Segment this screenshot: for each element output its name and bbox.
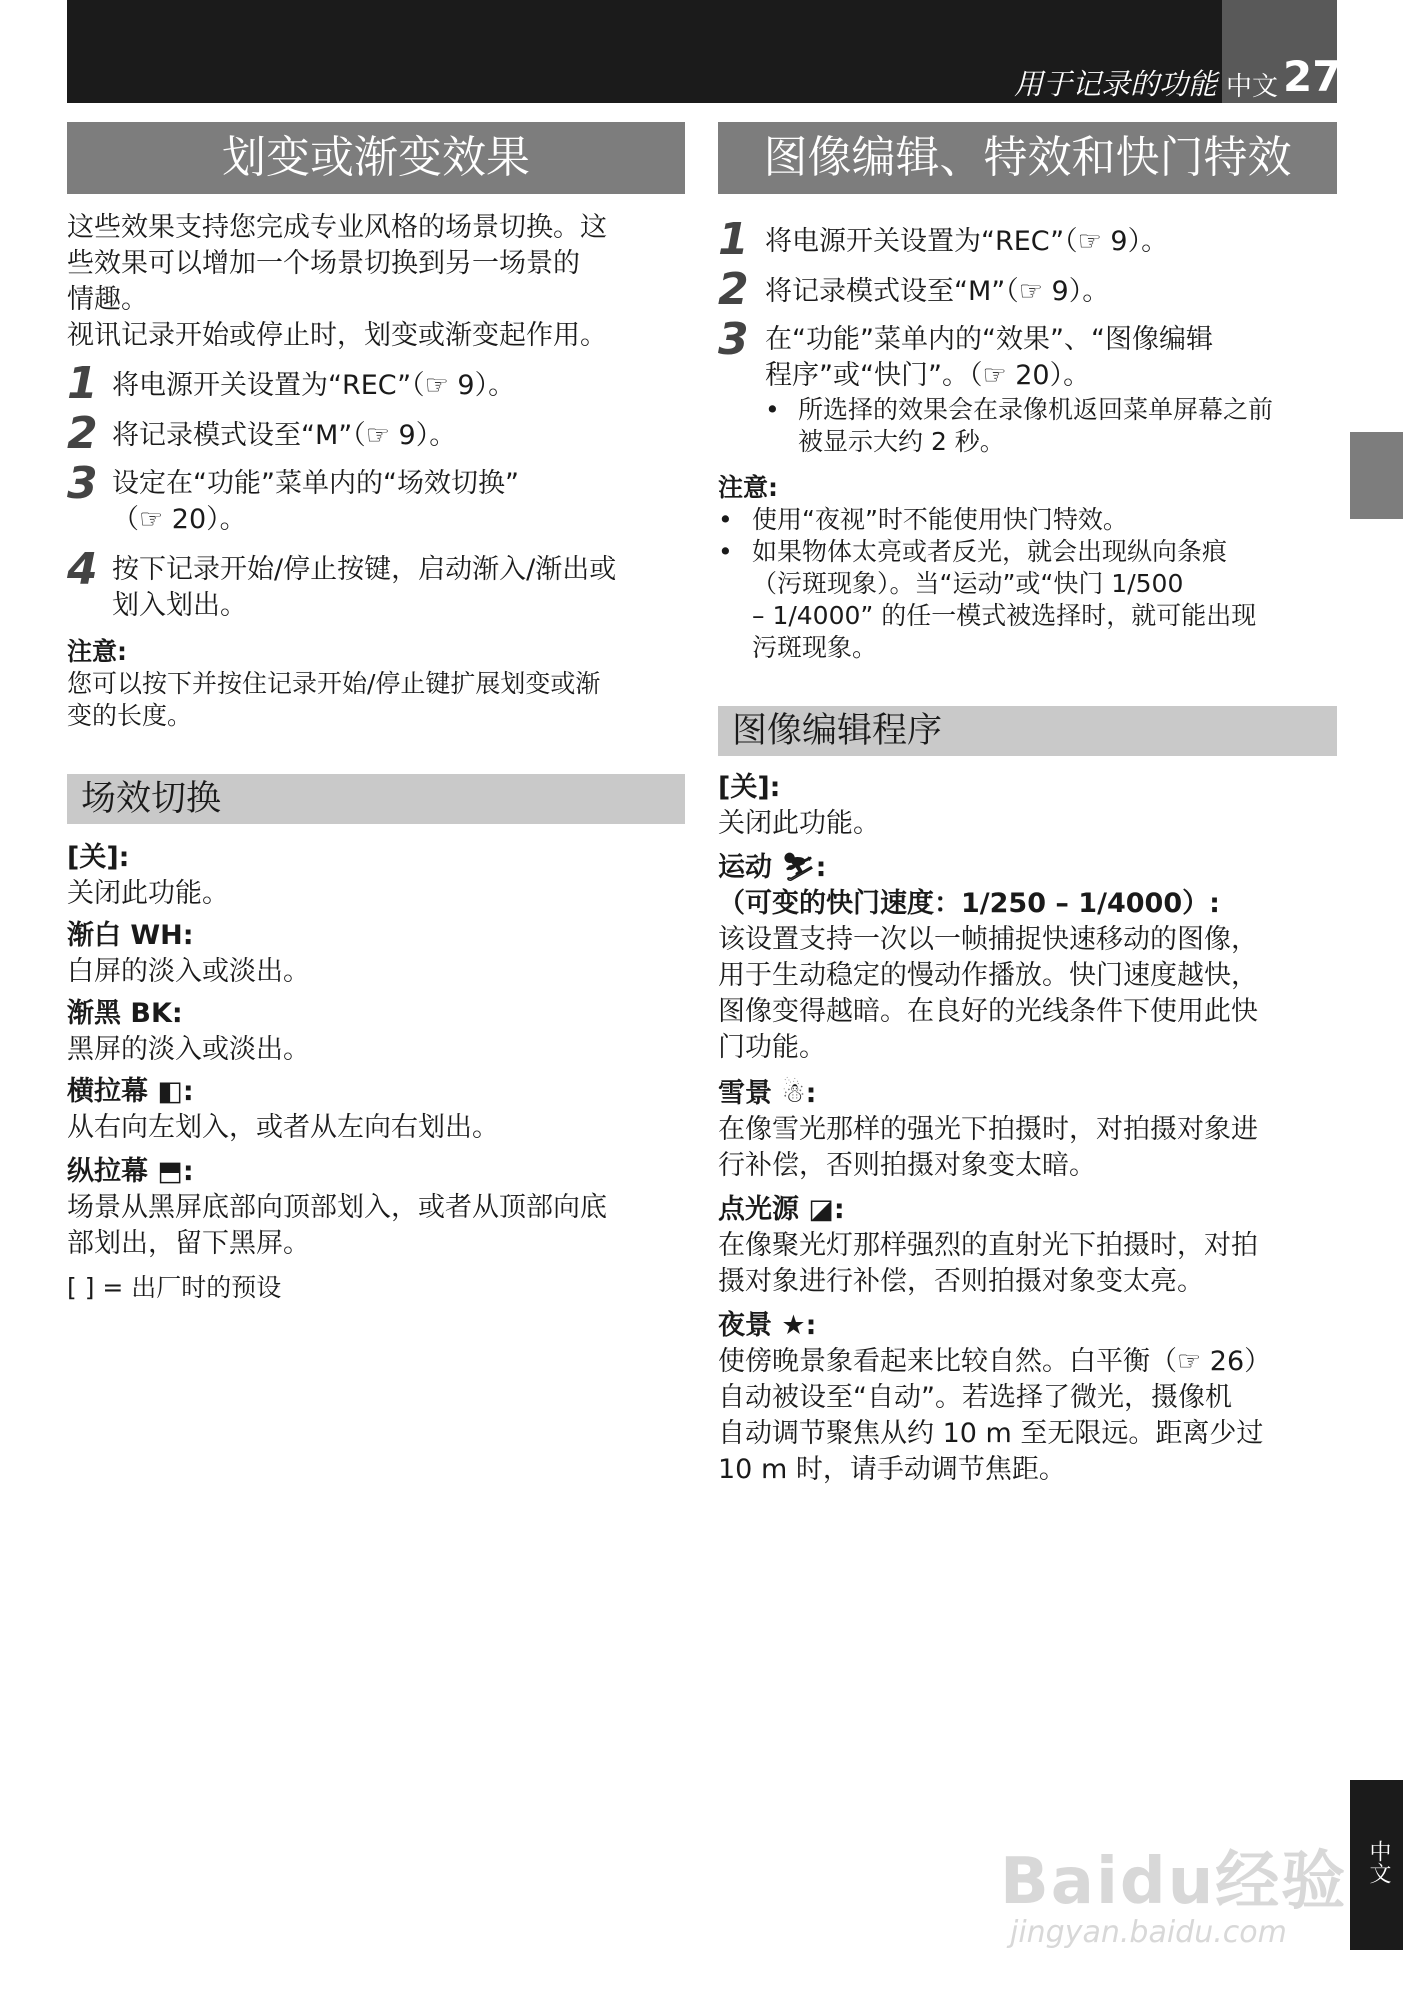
item-text: 黑屏的淡入或淡出。 [67, 1034, 310, 1065]
note-text: 使用“夜视”时不能使用快门特效。 [752, 505, 1128, 534]
item-label: 运动 ⛷: [718, 852, 827, 883]
left-intro-line: 情趣。 [67, 284, 148, 315]
item-label: 渐黑 BK: [67, 998, 183, 1029]
item-text: 自动被设至“自动”。若选择了微光，摄像机 [718, 1382, 1232, 1413]
right-title: 图像编辑、特效和快门特效 [718, 122, 1337, 194]
item-label: 纵拉幕 ⬒: [67, 1156, 194, 1187]
step-number: 3 [718, 314, 749, 365]
left-subtitle: 场效切换 [67, 774, 685, 824]
side-section-tab [1350, 432, 1403, 519]
bullet-text: 所选择的效果会在录像机返回菜单屏幕之前 [798, 395, 1274, 424]
bullet-dot: • [718, 537, 733, 566]
step-number: 4 [67, 544, 98, 595]
bullet-dot: • [718, 505, 733, 534]
note-text: （污斑现象）。当“运动”或“快门 1/500 [752, 569, 1184, 598]
item-label: 横拉幕 ◧: [67, 1076, 194, 1107]
item-text: 图像变得越暗。在良好的光线条件下使用此快 [718, 996, 1258, 1027]
item-text: 用于生动稳定的慢动作播放。快门速度越快， [718, 960, 1258, 991]
bullet-text: 被显示大约 2 秒。 [798, 427, 1005, 456]
note-text: 您可以按下并按住记录开始/停止键扩展划变或渐 [67, 669, 601, 698]
item-text: 行补偿，否则拍摄对象变太暗。 [718, 1150, 1096, 1181]
item-label: [关]: [67, 842, 130, 873]
step-text: 将记录模式设至“M”（☞ 9）。 [765, 276, 1110, 307]
note-text: 变的长度。 [67, 701, 193, 730]
step-text: 设定在“功能”菜单内的“场效切换” [112, 468, 519, 499]
item-label: 渐白 WH: [67, 920, 194, 951]
item-text: 使傍晚景象看起来比较自然。白平衡（☞ 26） [718, 1346, 1272, 1377]
note-text: 污斑现象。 [752, 633, 878, 662]
header-section-title: 用于记录的功能 [1013, 67, 1217, 101]
step-number: 2 [67, 408, 98, 459]
step-text: 将电源开关设置为“REC”（☞ 9）。 [765, 226, 1169, 257]
step-text: 将电源开关设置为“REC”（☞ 9）。 [112, 370, 516, 401]
note-label: 注意: [67, 637, 127, 666]
step-text: 划入划出。 [112, 590, 247, 621]
step-text: 程序”或“快门”。（☞ 20）。 [765, 360, 1091, 391]
watermark-url: jingyan.baidu.com [1010, 1915, 1287, 1950]
item-text: 在像雪光那样的强光下拍摄时，对拍摄对象进 [718, 1114, 1258, 1145]
item-text: 10 m 时，请手动调节焦距。 [718, 1454, 1066, 1485]
bullet-dot: • [765, 395, 780, 424]
step-number: 1 [67, 358, 98, 409]
item-text: 白屏的淡入或淡出。 [67, 956, 310, 987]
step-text: （☞ 20）。 [112, 504, 247, 535]
note-label: 注意: [718, 473, 778, 502]
item-text: 该设置支持一次以一帧捕捉快速移动的图像， [718, 924, 1258, 955]
header-language: 中文 [1226, 72, 1279, 102]
footnote: [ ] = 出厂时的预设 [67, 1273, 282, 1302]
left-intro-line: 这些效果支持您完成专业风格的场景切换。这 [67, 212, 607, 243]
item-text: 自动调节聚焦从约 10 m 至无限远。距离少过 [718, 1418, 1264, 1449]
item-text: 门功能。 [718, 1032, 826, 1063]
left-title: 划变或渐变效果 [67, 122, 685, 194]
item-label: 雪景 ☃: [718, 1078, 817, 1109]
item-label: [关]: [718, 772, 781, 803]
item-text: 场景从黑屏底部向顶部划入，或者从顶部向底 [67, 1192, 607, 1223]
step-text: 按下记录开始/停止按键，启动渐入/渐出或 [112, 554, 617, 585]
step-number: 2 [718, 264, 749, 315]
right-subtitle: 图像编辑程序 [718, 706, 1337, 756]
step-text: 在“功能”菜单内的“效果”、“图像编辑 [765, 324, 1213, 355]
step-number: 1 [718, 214, 749, 265]
item-text: 部划出，留下黑屏。 [67, 1228, 310, 1259]
item-label: 点光源 ◪: [718, 1194, 845, 1225]
step-text: 将记录模式设至“M”（☞ 9）。 [112, 420, 457, 451]
item-text: 从右向左划入，或者从左向右划出。 [67, 1112, 499, 1143]
page-number: 27 [1283, 52, 1342, 101]
item-label: （可变的快门速度：1/250 – 1/4000）: [718, 888, 1220, 919]
language-tab-label: 中文 [1366, 1840, 1391, 1884]
item-text: 关闭此功能。 [67, 878, 229, 909]
left-intro-line: 视讯记录开始或停止时，划变或渐变起作用。 [67, 320, 607, 351]
note-text: – 1/4000” 的任一模式被选择时，就可能出现 [752, 601, 1257, 630]
item-label: 夜景 ★: [718, 1310, 817, 1341]
item-text: 摄对象进行补偿，否则拍摄对象变太亮。 [718, 1266, 1204, 1297]
note-text: 如果物体太亮或者反光，就会出现纵向条痕 [752, 537, 1228, 566]
watermark-logo: Baidu经验 [1000, 1845, 1348, 1919]
item-text: 在像聚光灯那样强烈的直射光下拍摄时，对拍 [718, 1230, 1258, 1261]
item-text: 关闭此功能。 [718, 808, 880, 839]
step-number: 3 [67, 458, 98, 509]
left-intro-line: 些效果可以增加一个场景切换到另一场景的 [67, 248, 580, 279]
